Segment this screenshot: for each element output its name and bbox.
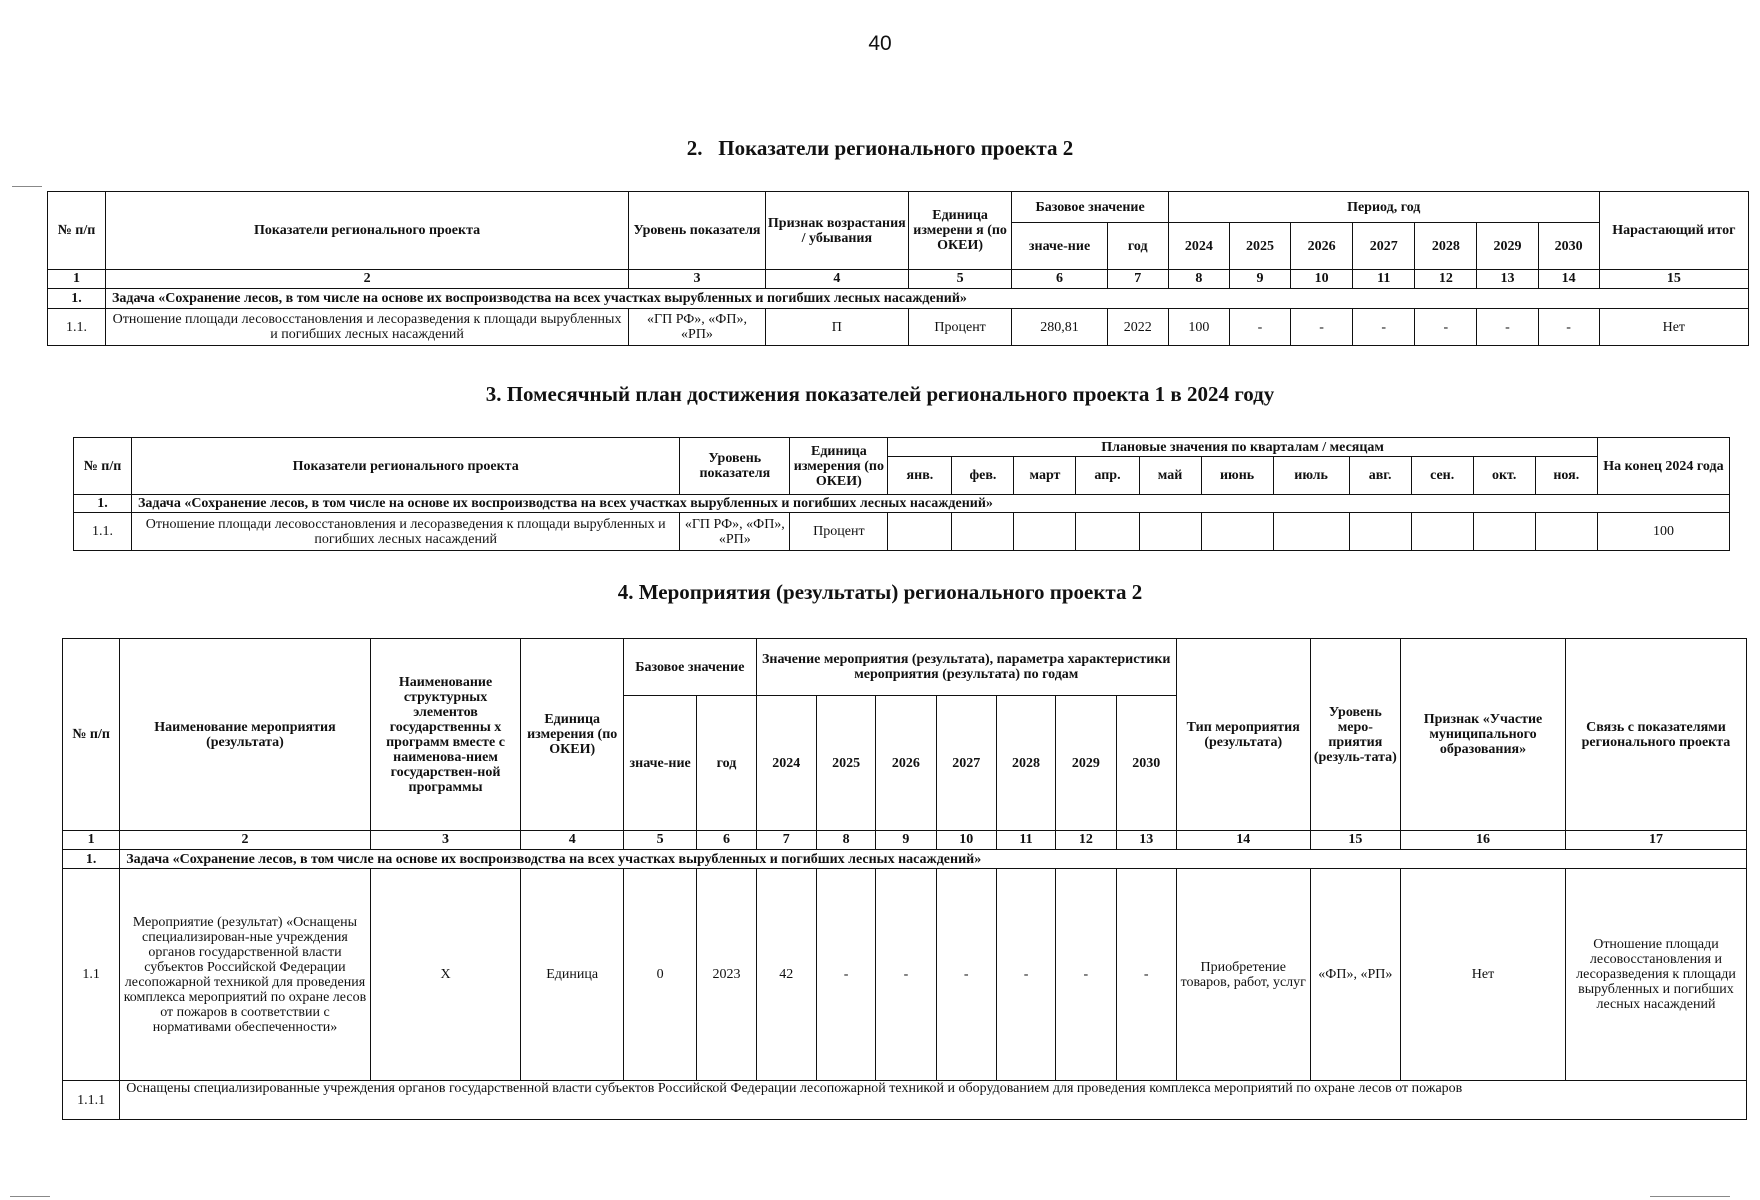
index-cell: 15 (1310, 831, 1400, 850)
header-year: 2030 (1116, 696, 1176, 831)
task-row (63, 850, 1747, 869)
row-month-value (1139, 513, 1201, 551)
index-cell: 8 (1168, 270, 1229, 289)
header-end: На конец 2024 года (1597, 438, 1729, 495)
task-num: 1. (63, 850, 120, 869)
task-text: Задача «Сохранение лесов, в том числе на основе их воспроизводства на всех участках вырубленных и погибших лесных насаждений» (120, 850, 1747, 869)
index-cell: 10 (936, 831, 996, 850)
row-link: Отношение площади лесовосстановления и лесоразведения к площади вырубленных и погибших лесных насаждений (1565, 869, 1746, 1081)
header-num: № п/п (74, 438, 132, 495)
header-indicator: Показатели регионального проекта (132, 438, 680, 495)
header-month: окт. (1473, 457, 1535, 495)
section-3-title: 3. Помесячный план достижения показателей регионального проекта 1 в 2024 году (485, 382, 1275, 406)
header-month: янв. (888, 457, 952, 495)
row-level: «ГП РФ», «ФП», «РП» (629, 309, 766, 346)
row-year-value: - (1116, 869, 1176, 1081)
header-unit: Единица измерения (по ОКЕИ) (521, 639, 624, 831)
header-base-year: год (697, 696, 756, 831)
index-cell: 8 (816, 831, 875, 850)
task-num: 1. (48, 289, 106, 309)
header-plan: Плановые значения по кварталам / месяцам (888, 438, 1597, 457)
row-month-value (1014, 513, 1076, 551)
index-cell: 14 (1538, 270, 1599, 289)
header-num: № п/п (48, 192, 106, 270)
subrow-text: Оснащены специализированные учреждения органов государственной власти субъектов Российской Федерации лесопожарной техникой и оборудованием для проведения комплекса мероприятий по охране лесов от пожаров (120, 1081, 1747, 1120)
index-cell: 4 (765, 270, 908, 289)
section-4-title: 4. Мероприятия (результаты) регионального проекта 2 (617, 580, 1143, 604)
header-type: Тип мероприятия (результата) (1176, 639, 1310, 831)
task-text: Задача «Сохранение лесов, в том числе на основе их воспроизводства на всех участках вырубленных и погибших лесных насаждений» (132, 495, 1730, 513)
index-row (48, 270, 1749, 289)
index-cell: 5 (623, 831, 696, 850)
index-cell: 10 (1291, 270, 1353, 289)
row-month-value (1273, 513, 1349, 551)
index-cell: 17 (1565, 831, 1746, 850)
row-base-value: 280,81 (1012, 309, 1107, 346)
row-month-value (1349, 513, 1411, 551)
index-cell: 7 (756, 831, 816, 850)
task-row (48, 289, 1749, 309)
header-indicator: Показатели регионального проекта (106, 192, 629, 270)
row-unit: Процент (908, 309, 1012, 346)
header-month: июнь (1201, 457, 1273, 495)
row-year-value: - (816, 869, 875, 1081)
row-year-value: - (1056, 869, 1116, 1081)
index-cell: 5 (908, 270, 1012, 289)
row-month-value (1201, 513, 1273, 551)
row-level: «ФП», «РП» (1310, 869, 1400, 1081)
header-month: июль (1273, 457, 1349, 495)
header-month: март (1014, 457, 1076, 495)
row-indicator: Отношение площади лесовосстановления и лесоразведения к площади вырубленных и погибших лесных насаждений (132, 513, 680, 551)
index-cell: 2 (106, 270, 629, 289)
header-base-value: значе-ние (623, 696, 696, 831)
header-month: ноя. (1535, 457, 1597, 495)
header-year: 2030 (1538, 223, 1599, 270)
index-cell: 12 (1415, 270, 1477, 289)
index-cell: 1 (48, 270, 106, 289)
row-month-value (1535, 513, 1597, 551)
index-cell: 3 (370, 831, 521, 850)
header-base: Базовое значение (623, 639, 756, 696)
row-indicator: Отношение площади лесовосстановления и лесоразведения к площади вырубленных и погибших лесных насаждений (106, 309, 629, 346)
index-cell: 1 (63, 831, 120, 850)
margin-mark (12, 186, 42, 187)
row-level: «ГП РФ», «ФП», «РП» (680, 513, 790, 551)
header-structural: Наименование структурных элементов государственны х программ вместе с наименова-нием государствен-ной программы (370, 639, 521, 831)
footer-mark (10, 1196, 50, 1197)
section-2-title: 2. Показатели регионального проекта 2 (686, 136, 1074, 160)
header-num: № п/п (63, 639, 120, 831)
header-base-year: год (1107, 223, 1168, 270)
header-cumulative: Нарастающий итог (1599, 192, 1748, 270)
row-base-year: 2022 (1107, 309, 1168, 346)
index-cell: 2 (120, 831, 370, 850)
row-num: 1.1. (48, 309, 106, 346)
header-name: Наименование мероприятия (результата) (120, 639, 370, 831)
row-month-value (888, 513, 952, 551)
row-year-value: 100 (1168, 309, 1229, 346)
header-month: сен. (1411, 457, 1473, 495)
index-cell: 3 (629, 270, 766, 289)
index-cell: 14 (1176, 831, 1310, 850)
indicators-table (47, 191, 1749, 346)
task-row (74, 495, 1730, 513)
index-cell: 6 (697, 831, 756, 850)
header-level: Уровень показателя (629, 192, 766, 270)
header-year: 2027 (1353, 223, 1415, 270)
row-year-value: - (1291, 309, 1353, 346)
row-num: 1.1 (63, 869, 120, 1081)
index-cell: 4 (521, 831, 624, 850)
table-row (74, 513, 1730, 551)
index-cell: 16 (1401, 831, 1566, 850)
header-year: 2024 (1168, 223, 1229, 270)
row-month-value (1076, 513, 1139, 551)
table-row (48, 309, 1749, 346)
header-link: Связь с показателями регионального проекта (1565, 639, 1746, 831)
header-year: 2029 (1056, 696, 1116, 831)
index-cell: 15 (1599, 270, 1748, 289)
header-level: Уровень показателя (680, 438, 790, 495)
subrow-num: 1.1.1 (63, 1081, 120, 1120)
table-row (63, 869, 1747, 1081)
row-unit: Процент (790, 513, 888, 551)
row-cumulative: Нет (1599, 309, 1748, 346)
header-year: 2026 (876, 696, 936, 831)
index-cell: 7 (1107, 270, 1168, 289)
task-num: 1. (74, 495, 132, 513)
header-year: 2026 (1291, 223, 1353, 270)
header-year: 2027 (936, 696, 996, 831)
row-year-value: - (1229, 309, 1290, 346)
header-unit: Единица измерения (по ОКЕИ) (790, 438, 888, 495)
header-trend: Признак возрастания / убывания (765, 192, 908, 270)
row-num: 1.1. (74, 513, 132, 551)
index-cell: 9 (1229, 270, 1290, 289)
row-month-value (952, 513, 1014, 551)
row-month-value (1473, 513, 1535, 551)
header-year: 2028 (996, 696, 1055, 831)
header-period: Период, год (1168, 192, 1599, 223)
index-cell: 13 (1477, 270, 1538, 289)
sub-row (63, 1081, 1747, 1120)
header-year: 2028 (1415, 223, 1477, 270)
row-end-value: 100 (1597, 513, 1729, 551)
task-text: Задача «Сохранение лесов, в том числе на основе их воспроизводства на всех участках вырубленных и погибших лесных насаждений» (106, 289, 1749, 309)
row-base-value: 0 (623, 869, 696, 1081)
index-cell: 11 (1353, 270, 1415, 289)
header-base: Базовое значение (1012, 192, 1168, 223)
index-row (63, 831, 1747, 850)
footer-mark (1650, 1196, 1730, 1197)
header-values: Значение мероприятия (результата), параметра характеристики мероприятия (результата) по годам (756, 639, 1176, 696)
header-year: 2025 (1229, 223, 1290, 270)
header-month: авг. (1349, 457, 1411, 495)
row-year-value: - (876, 869, 936, 1081)
index-cell: 12 (1056, 831, 1116, 850)
row-year-value: - (1415, 309, 1477, 346)
row-type: Приобретение товаров, работ, услуг (1176, 869, 1310, 1081)
index-cell: 6 (1012, 270, 1107, 289)
header-municipal: Признак «Участие муниципального образования» (1401, 639, 1566, 831)
row-year-value: - (996, 869, 1055, 1081)
index-cell: 9 (876, 831, 936, 850)
row-year-value: 42 (756, 869, 816, 1081)
row-trend: П (765, 309, 908, 346)
header-base-value: значе-ние (1012, 223, 1107, 270)
row-name: Мероприятие (результат) «Оснащены специализирован-ные учреждения органов государственной власти субъектов Российской Федерации лесопожарной техникой для проведения комплекса мероприятий по охране лесов от пожаров в соответствии с нормативами обеспеченности» (120, 869, 370, 1081)
header-year: 2025 (816, 696, 875, 831)
activities-table (62, 638, 1747, 1120)
header-year: 2024 (756, 696, 816, 831)
row-year-value: - (1353, 309, 1415, 346)
row-base-year: 2023 (697, 869, 756, 1081)
header-unit: Единица измерени я (по ОКЕИ) (908, 192, 1012, 270)
header-month: фев. (952, 457, 1014, 495)
index-cell: 13 (1116, 831, 1176, 850)
header-year: 2029 (1477, 223, 1538, 270)
monthly-plan-table (73, 437, 1730, 551)
row-year-value: - (1477, 309, 1538, 346)
row-year-value: - (936, 869, 996, 1081)
row-unit: Единица (521, 869, 624, 1081)
row-month-value (1411, 513, 1473, 551)
row-year-value: - (1538, 309, 1599, 346)
page-number: 40 (868, 32, 892, 55)
row-structural: Х (370, 869, 521, 1081)
header-month: май (1139, 457, 1201, 495)
header-month: апр. (1076, 457, 1139, 495)
header-level: Уровень меро-приятия (резуль-тата) (1310, 639, 1400, 831)
row-municipal: Нет (1401, 869, 1566, 1081)
index-cell: 11 (996, 831, 1055, 850)
